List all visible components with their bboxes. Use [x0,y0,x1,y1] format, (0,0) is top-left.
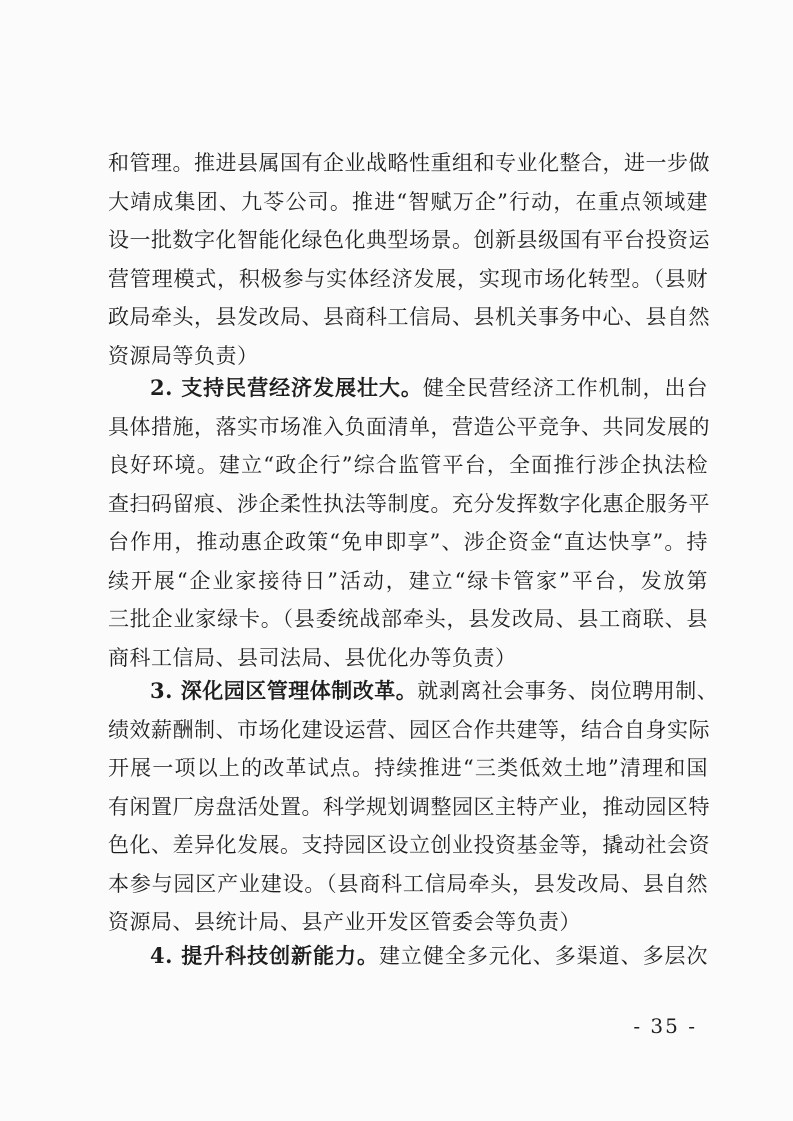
text-line: 色化、差异化发展。支持园区设立创业投资基金等，撬动社会资 [108,833,710,857]
text-line: 良好环境。建立“政企行”综合监管平台，全面推行涉企执法检 [108,453,708,477]
text-run: 健全民营经济工作机制，出台 [422,376,709,400]
text-line [108,369,708,408]
text-line: 资源局等负责） [108,343,259,368]
text-line: 资源局、县统计局、县产业开发区管委会等负责） [108,910,581,934]
text-line: 三批企业家绿卡。（县委统战部牵头，县发改局、县工商联、县 [108,607,708,631]
text-line: 有闲置厂房盘活处置。科学规划调整园区主特产业，推动园区特 [108,794,710,819]
paragraph-3 [108,672,719,942]
section-heading: 3. 深化园区管理体制改革。 [150,678,418,703]
text-line: 绩效薪酬制、市场化建设运营、园区合作共建等，结合自身实际 [108,717,710,742]
paragraph-2 [108,369,708,677]
text-line: 和管理。推进县属国有企业战略性重组和专业化整合，进一步做 [108,151,710,175]
text-line: 大靖成集团、九苓公司。推进“智赋万企”行动，在重点领域建 [108,189,708,214]
text-line: 设一批数字化智能化绿色化典型场景。创新县级国有平台投资运 [108,228,710,252]
text-line [108,672,719,711]
page-number: - 35 - [633,1014,697,1038]
text-line: 台作用，推动惠企政策“免申即享”、涉企资金“直达快享”。持 [108,530,708,554]
section-heading: 2. 支持民营经济发展壮大。 [150,375,423,400]
paragraph-4 [108,937,708,976]
section-heading: 4. 提升科技创新能力。 [150,943,379,968]
text-line: 具体措施，落实市场准入负面清单，营造公平竞争、共同发展的 [108,414,710,439]
text-run: 就剥离社会事务、岗位聘用制、 [417,679,719,703]
text-line: 营管理模式，积极参与实体经济发展，实现市场化转型。（县财 [108,266,708,291]
text-line: 续开展“企业家接待日”活动，建立“绿卡管家”平台，发放第 [108,568,708,593]
text-run: 建立健全多元化、多渠道、多层次 [378,944,709,968]
text-line: 政局牵头，县发改局、县商科工信局、县机关事务中心、县自然 [108,305,710,329]
text-line: 商科工信局、县司法局、县优化办等负责） [108,645,517,670]
text-line: 开展一项以上的改革试点。持续推进“三类低效土地”清理和国 [108,756,708,780]
text-line [108,937,708,976]
text-line: 本参与园区产业建设。（县商科工信局牵头，县发改局、县自然 [108,871,708,896]
text-line: 查扫码留痕、涉企柔性执法等制度。充分发挥数字化惠企服务平 [108,491,710,516]
paragraph-1 [108,144,708,375]
